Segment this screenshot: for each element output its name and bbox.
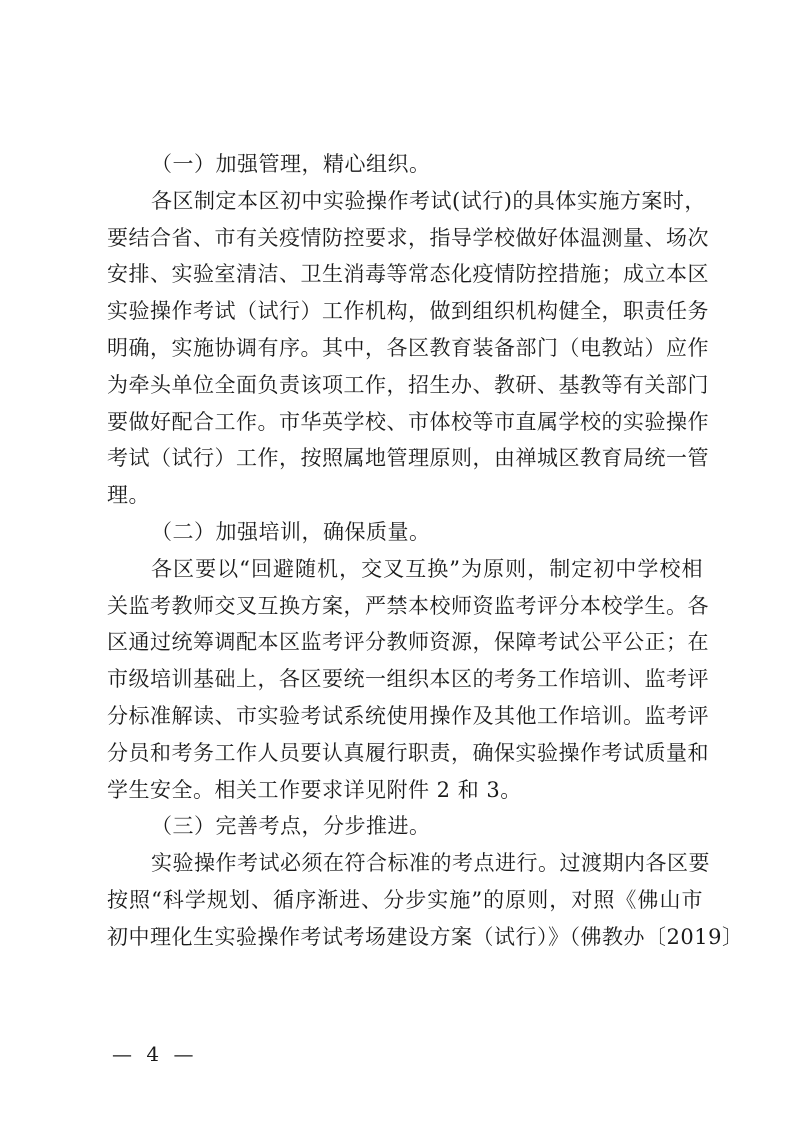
section-heading-2: （二）加强培训，确保质量。	[151, 519, 431, 544]
paragraph-line: 为牵头单位全面负责该项工作，招生办、教研、基教等有关部门	[107, 372, 709, 397]
paragraph-line: 学生安全。相关工作要求详见附件 2 和 3。	[107, 777, 522, 802]
document-body	[107, 146, 744, 956]
paragraph-line: 要结合省、市有关疫情防控要求，指导学校做好体温测量、场次	[107, 225, 709, 250]
paragraph-line: 要做好配合工作。市华英学校、市体校等市直属学校的实验操作	[107, 409, 709, 434]
paragraph-line: 按照“科学规划、循序渐进、分步实施”的原则，对照《佛山市	[107, 887, 703, 912]
section-heading-3: （三）完善考点，分步推进。	[151, 814, 431, 839]
paragraph-line: 关监考教师交叉互换方案，严禁本校师资监考评分本校学生。各	[107, 593, 709, 618]
paragraph-line: 分员和考务工作人员要认真履行职责，确保实验操作考试质量和	[107, 740, 709, 765]
paragraph-line: 实验操作考试必须在符合标准的考点进行。过渡期内各区要	[151, 851, 710, 876]
section-heading-1: （一）加强管理，精心组织。	[151, 152, 431, 176]
paragraph-line: 初中理化生实验操作考试考场建设方案（试行）》（佛教办〔2019〕	[107, 924, 744, 949]
paragraph-line: 市级培训基础上，各区要统一组织本区的考务工作培训、监考评	[107, 667, 709, 692]
paragraph-line: 各区要以“回避随机，交叉互换”为原则，制定初中学校相	[151, 556, 703, 581]
paragraph-line: 实验操作考试（试行）工作机构，做到组织机构健全，职责任务	[107, 299, 709, 324]
paragraph-line: 各区制定本区初中实验操作考试(试行)的具体实施方案时，	[151, 188, 706, 213]
paragraph-line: 理。	[107, 483, 150, 508]
paragraph-line: 安排、实验室清洁、卫生消毒等常态化疫情防控措施；成立本区	[107, 262, 709, 287]
page-number: — 4 —	[112, 1042, 198, 1066]
paragraph-line: 区通过统筹调配本区监考评分教师资源，保障考试公平公正；在	[107, 630, 709, 655]
paragraph-line: 考试（试行）工作，按照属地管理原则，由禅城区教育局统一管	[107, 446, 709, 471]
paragraph-line: 分标准解读、市实验考试系统使用操作及其他工作培训。监考评	[107, 703, 709, 728]
paragraph-line: 明确，实施协调有序。其中，各区教育装备部门（电教站）应作	[107, 335, 709, 360]
